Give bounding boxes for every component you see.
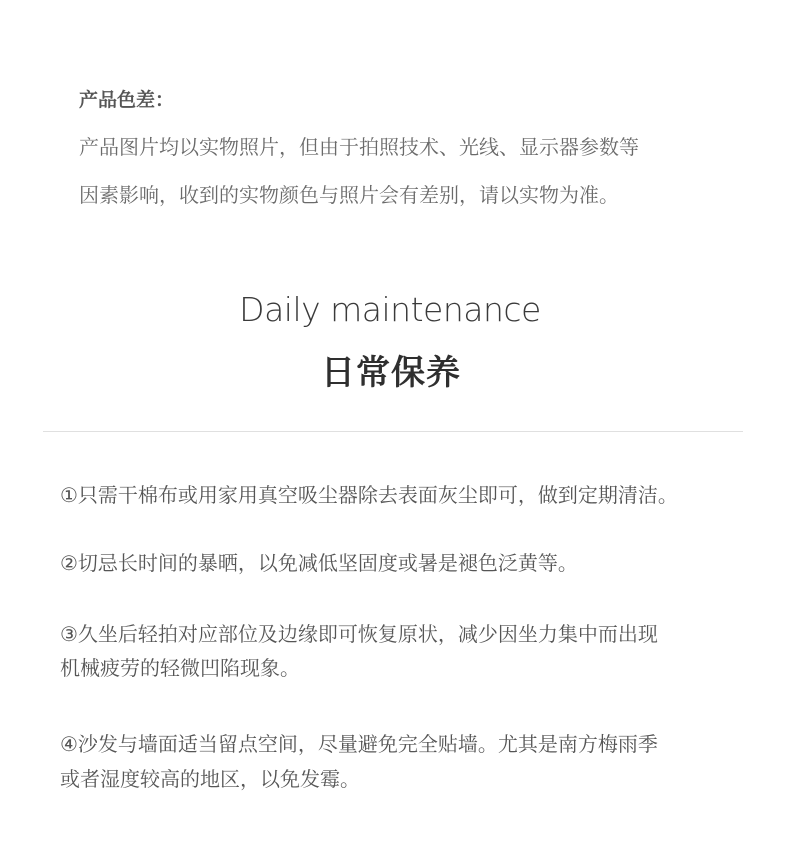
maintenance-tip-4-line-1: ④沙发与墙面适当留点空间，尽量避免完全贴墙。尤其是南方梅雨季 [60,732,658,756]
maintenance-tip-3-line-2: 机械疲劳的轻微凹陷现象。 [60,656,300,680]
color-difference-title: 产品色差： [79,89,175,111]
section-title-chinese: 日常保养 [321,353,461,393]
maintenance-tip-4-line-2: 或者湿度较高的地区，以免发霉。 [60,767,360,791]
section-title-english: Daily maintenance [239,290,541,329]
maintenance-tip-3-line-1: ③久坐后轻拍对应部位及边缘即可恢复原状，减少因坐力集中而出现 [60,622,658,646]
color-difference-text-line-2: 因素影响，收到的实物颜色与照片会有差别，请以实物为准。 [79,183,619,207]
maintenance-tip-1: ①只需干棉布或用家用真空吸尘器除去表面灰尘即可，做到定期清洁。 [60,483,678,507]
section-divider [43,431,743,432]
color-difference-text-line-1: 产品图片均以实物照片，但由于拍照技术、光线、显示器参数等 [79,135,639,159]
maintenance-tip-2: ②切忌长时间的暴晒，以免减低坚固度或暑是褪色泛黄等。 [60,551,578,575]
